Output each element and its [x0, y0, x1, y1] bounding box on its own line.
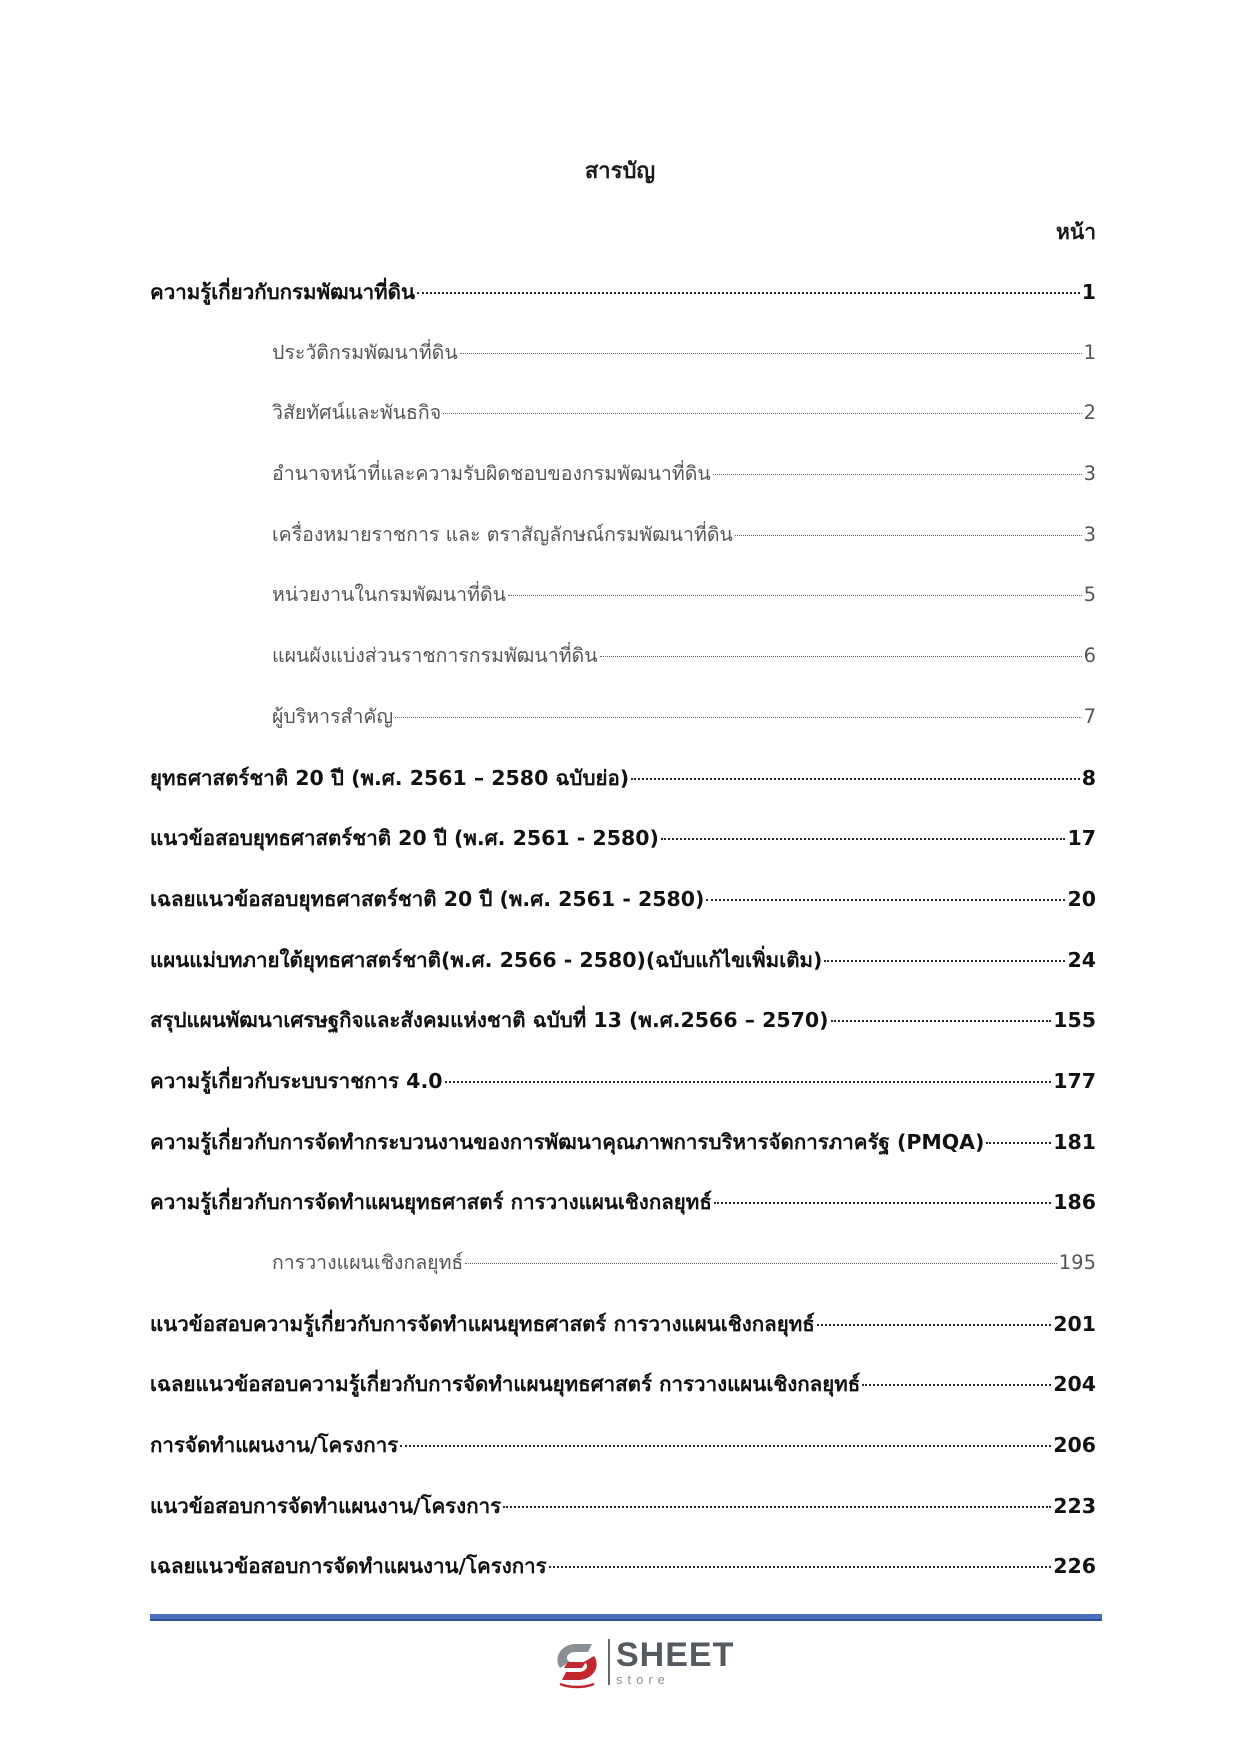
toc-entry-label: แนวข้อสอบการจัดทำแผนงาน/โครงการ [150, 1493, 502, 1518]
toc-entry-page: 201 [1053, 1311, 1096, 1336]
toc-entry-page: 6 [1083, 644, 1096, 668]
table-of-contents [150, 276, 1096, 1611]
toc-entry[interactable] [150, 1247, 1096, 1308]
toc-entry[interactable] [150, 519, 1096, 580]
toc-leader-dots [714, 1202, 1051, 1204]
toc-entry-page: 5 [1083, 583, 1096, 607]
toc-entry[interactable] [150, 822, 1096, 883]
sheet-store-logo [552, 1632, 734, 1692]
toc-entry-page: 226 [1053, 1554, 1096, 1579]
page-column-heading: หน้า [1056, 220, 1096, 244]
toc-entry-page: 8 [1081, 765, 1096, 790]
toc-leader-dots [817, 1324, 1051, 1326]
toc-entry-label: แผนแม่บทภายใต้ยุทธศาสตร์ชาติ(พ.ศ. 2566 - 2580)(ฉบับแก้ไขเพิ่มเติม) [150, 947, 823, 972]
logo-sub: store [616, 1672, 670, 1687]
toc-entry[interactable] [150, 579, 1096, 640]
toc-leader-dots [706, 899, 1065, 901]
toc-entry[interactable] [150, 276, 1096, 337]
toc-entry-page: 2 [1083, 401, 1096, 425]
toc-leader-dots [503, 1506, 1051, 1508]
toc-entry-label: เฉลยแนวข้อสอบการจัดทำแผนงาน/โครงการ [150, 1554, 547, 1579]
toc-leader-dots [735, 535, 1082, 536]
toc-entry[interactable] [150, 762, 1096, 823]
toc-entry-page: 206 [1053, 1433, 1096, 1458]
toc-entry[interactable] [150, 1368, 1096, 1429]
toc-entry[interactable] [150, 1126, 1096, 1187]
toc-leader-dots [465, 1263, 1056, 1264]
toc-entry-label: แผนผังแบ่งส่วนราชการกรมพัฒนาที่ดิน [272, 644, 598, 668]
toc-entry-page: 1 [1081, 280, 1096, 304]
page-title: สารบัญ [584, 159, 656, 184]
toc-entry-page: 17 [1067, 826, 1096, 851]
logo-text [616, 1638, 734, 1686]
toc-entry[interactable] [150, 944, 1096, 1005]
toc-entry-page: 1 [1083, 340, 1096, 364]
toc-leader-dots [824, 960, 1065, 962]
toc-entry-label: การวางแผนเชิงกลยุทธ์ [272, 1251, 464, 1274]
toc-leader-dots [460, 353, 1082, 354]
toc-entry-label: เครื่องหมายราชการ และ ตราสัญลักษณ์กรมพัฒนาที่ดิน [272, 522, 733, 546]
sheet-store-s-icon [552, 1634, 602, 1690]
toc-entry-page: 155 [1053, 1008, 1096, 1033]
toc-entry[interactable] [150, 701, 1096, 762]
toc-leader-dots [831, 1020, 1052, 1022]
toc-entry-page: 195 [1058, 1251, 1096, 1274]
toc-entry[interactable] [150, 1308, 1096, 1369]
toc-entry-label: สรุปแผนพัฒนาเศรษฐกิจและสังคมแห่งชาติ ฉบับที่ 13 (พ.ศ.2566 – 2570) [150, 1008, 829, 1033]
toc-entry-page: 3 [1083, 462, 1096, 486]
toc-entry-label: ผู้บริหารสำคัญ [272, 704, 394, 728]
toc-entry-page: 177 [1053, 1068, 1096, 1093]
toc-entry-page: 204 [1053, 1372, 1096, 1397]
toc-entry[interactable] [150, 1186, 1096, 1247]
toc-entry-page: 223 [1053, 1493, 1096, 1518]
toc-leader-dots [445, 1081, 1052, 1083]
toc-entry-label: เฉลยแนวข้อสอบยุทธศาสตร์ชาติ 20 ปี (พ.ศ. 2561 - 2580) [150, 886, 705, 911]
footer-rule [150, 1614, 1102, 1621]
toc-entry-label: ประวัติกรมพัฒนาที่ดิน [272, 340, 458, 364]
toc-leader-dots [661, 838, 1066, 840]
logo-brand: SHEET [616, 1636, 735, 1674]
toc-entry[interactable] [150, 337, 1096, 398]
toc-entry-label: วิสัยทัศน์และพันธกิจ [272, 401, 442, 425]
toc-entry[interactable] [150, 1429, 1096, 1490]
toc-entry-label: เฉลยแนวข้อสอบความรู้เกี่ยวกับการจัดทำแผนยุทธศาสตร์ การวางแผนเชิงกลยุทธ์ [150, 1372, 861, 1397]
toc-leader-dots [417, 292, 1080, 294]
toc-entry[interactable] [150, 397, 1096, 458]
toc-entry[interactable] [150, 458, 1096, 519]
toc-entry-label: หน่วยงานในกรมพัฒนาที่ดิน [272, 583, 506, 607]
toc-leader-dots [443, 413, 1081, 414]
toc-entry-page: 186 [1053, 1190, 1096, 1215]
toc-entry[interactable] [150, 1550, 1096, 1611]
toc-entry-label: ความรู้เกี่ยวกับการจัดทำแผนยุทธศาสตร์ การวางแผนเชิงกลยุทธ์ [150, 1190, 712, 1215]
toc-entry[interactable] [150, 640, 1096, 701]
toc-entry-label: การจัดทำแผนงาน/โครงการ [150, 1433, 399, 1458]
toc-leader-dots [600, 656, 1082, 657]
toc-entry-label: ยุทธศาสตร์ชาติ 20 ปี (พ.ศ. 2561 – 2580 ฉบับย่อ) [150, 765, 630, 790]
toc-leader-dots [395, 717, 1082, 718]
toc-entry[interactable] [150, 883, 1096, 944]
toc-leader-dots [508, 595, 1082, 596]
toc-entry-label: อำนาจหน้าที่และความรับผิดชอบของกรมพัฒนาที่ดิน [272, 462, 711, 486]
toc-entry-label: ความรู้เกี่ยวกับระบบราชการ 4.0 [150, 1068, 443, 1093]
toc-entry[interactable] [150, 1004, 1096, 1065]
toc-entry-label: แนวข้อสอบความรู้เกี่ยวกับการจัดทำแผนยุทธศาสตร์ การวางแผนเชิงกลยุทธ์ [150, 1311, 815, 1336]
toc-entry-label: ความรู้เกี่ยวกับกรมพัฒนาที่ดิน [150, 280, 415, 304]
toc-leader-dots [862, 1384, 1051, 1386]
toc-leader-dots [713, 474, 1082, 475]
toc-leader-dots [549, 1566, 1052, 1568]
logo-divider [608, 1639, 610, 1685]
toc-entry-page: 3 [1083, 522, 1096, 546]
toc-entry-label: ความรู้เกี่ยวกับการจัดทำกระบวนงานของการพัฒนาคุณภาพการบริหารจัดการภาครัฐ (PMQA) [150, 1129, 985, 1154]
toc-leader-dots [400, 1445, 1051, 1447]
toc-entry-page: 181 [1053, 1129, 1096, 1154]
toc-leader-dots [631, 778, 1080, 780]
toc-entry[interactable] [150, 1065, 1096, 1126]
toc-entry[interactable] [150, 1490, 1096, 1551]
toc-entry-page: 7 [1083, 704, 1096, 728]
toc-entry-label: แนวข้อสอบยุทธศาสตร์ชาติ 20 ปี (พ.ศ. 2561 - 2580) [150, 826, 659, 851]
toc-entry-page: 24 [1067, 947, 1096, 972]
toc-entry-page: 20 [1067, 886, 1096, 911]
toc-leader-dots [986, 1142, 1051, 1144]
